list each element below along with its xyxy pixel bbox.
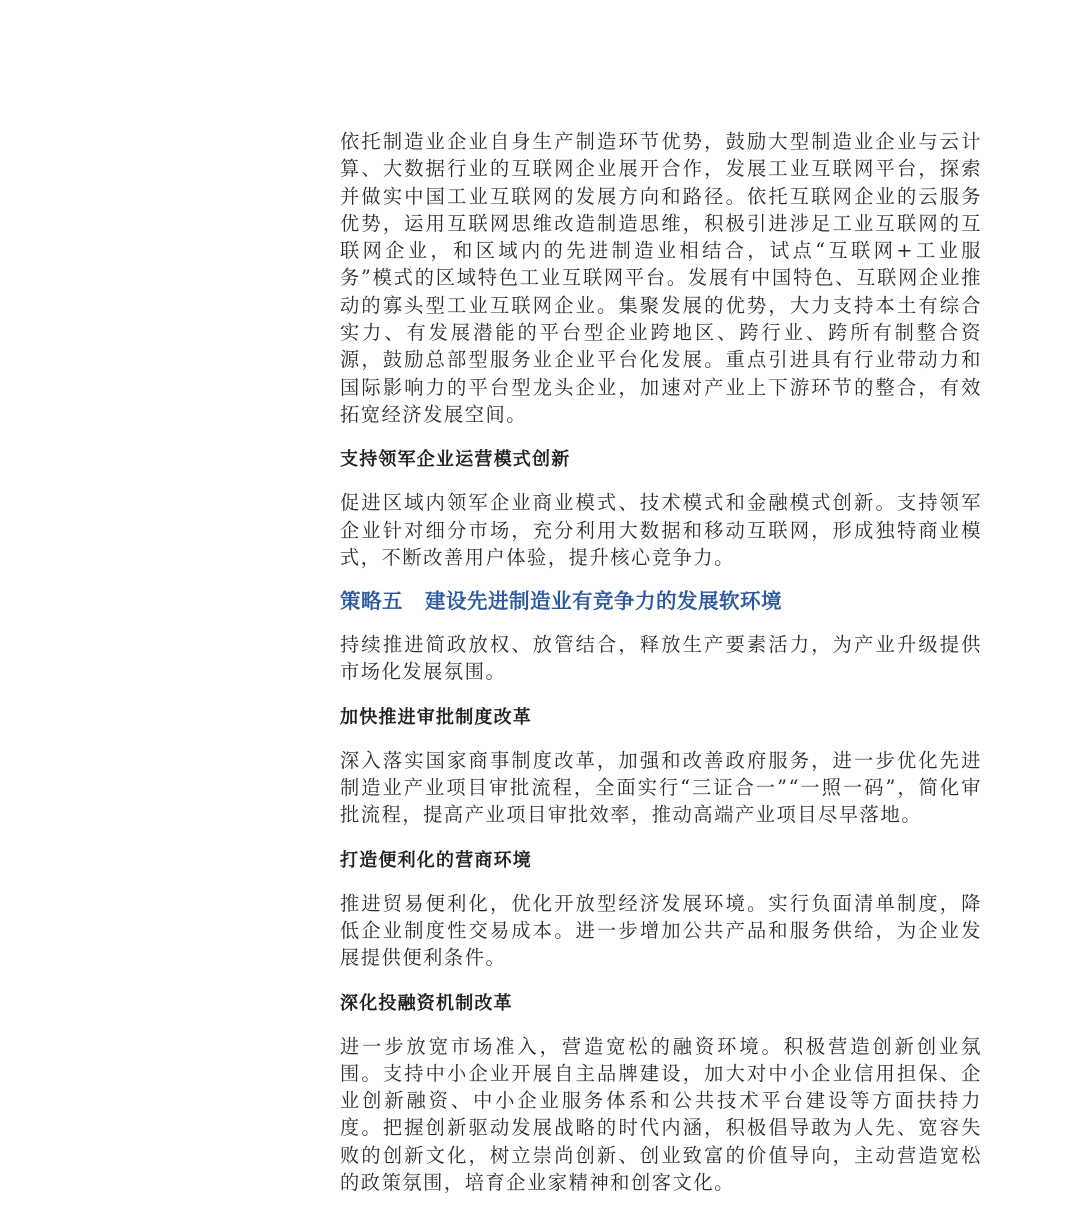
section-heading-strategy-five [340,587,982,615]
section-number: 策略五 [340,589,403,614]
subheading-approval-reform: 加快推进审批制度改革 [340,706,532,728]
subheading-business-environment: 打造便利化的营商环境 [340,849,532,871]
paragraph-industrial-internet: 依托制造业企业自身生产制造环节优势，鼓励大型制造业企业与云计算、大数据行业的互联网企业展开合作，发展工业互联网平台，探索并做实中国工业互联网的发展方向和路径。依托互联网企业的云服务优势，运用互联网思维改造制造思维，积极引进涉足工业互联网的互联网企业，和区域内的先进制造业相结合，试点“互联网+工业服务”模式的区域特色工业互联网平台。发展有中国特色、互联网企业推动的寡头型工业互联网企业。集聚发展的优势，大力支持本土有综合实力、有发展潜能的平台型企业跨地区、跨行业、跨所有制整合资源，鼓励总部型服务业企业平台化发展。重点引进具有行业带动力和国际影响力的平台型龙头企业，加速对产业上下游环节的整合，有效拓宽经济发展空间。 [340,130,982,426]
section-title: 建设先进制造业有竞争力的发展软环境 [425,589,782,614]
subheading-investment-financing-reform: 深化投融资机制改革 [340,992,513,1014]
paragraph-streamline-administration: 持续推进简政放权、放管结合，释放生产要素活力，为产业升级提供市场化发展氛围。 [340,633,982,684]
paragraph-business-model-innovation: 促进区域内领军企业商业模式、技术模式和金融模式创新。支持领军企业针对细分市场，充分利用大数据和移动互联网，形成独特商业模式，不断改善用户体验，提升核心竞争力。 [340,491,982,569]
paragraph-trade-facilitation: 推进贸易便利化，优化开放型经济发展环境。实行负面清单制度，降低企业制度性交易成本。进一步增加公共产品和服务供给，为企业发展提供便利条件。 [340,891,982,970]
paragraph-financing-environment: 进一步放宽市场准入，营造宽松的融资环境。积极营造创新创业氛围。支持中小企业开展自主品牌建设，加大对中小企业信用担保、企业创新融资、中小企业服务体系和公共技术平台建设等方面扶持力度。把握创新驱动发展战略的时代内涵，积极倡导敢为人先、宽容失败的创新文化，树立崇尚创新、创业致富的价值导向，主动营造宽松的政策氛围，培育企业家精神和创客文化。 [340,1034,982,1195]
subheading-leading-enterprise-innovation: 支持领军企业运营模式创新 [340,449,571,471]
paragraph-approval-reform: 深入落实国家商事制度改革，加强和改善政府服务，进一步优化先进制造业产业项目审批流程，全面实行“三证合一”“一照一码”，简化审批流程，提高产业项目审批效率，推动高端产业项目尽早落地。 [340,748,982,827]
document-page [340,128,982,1196]
